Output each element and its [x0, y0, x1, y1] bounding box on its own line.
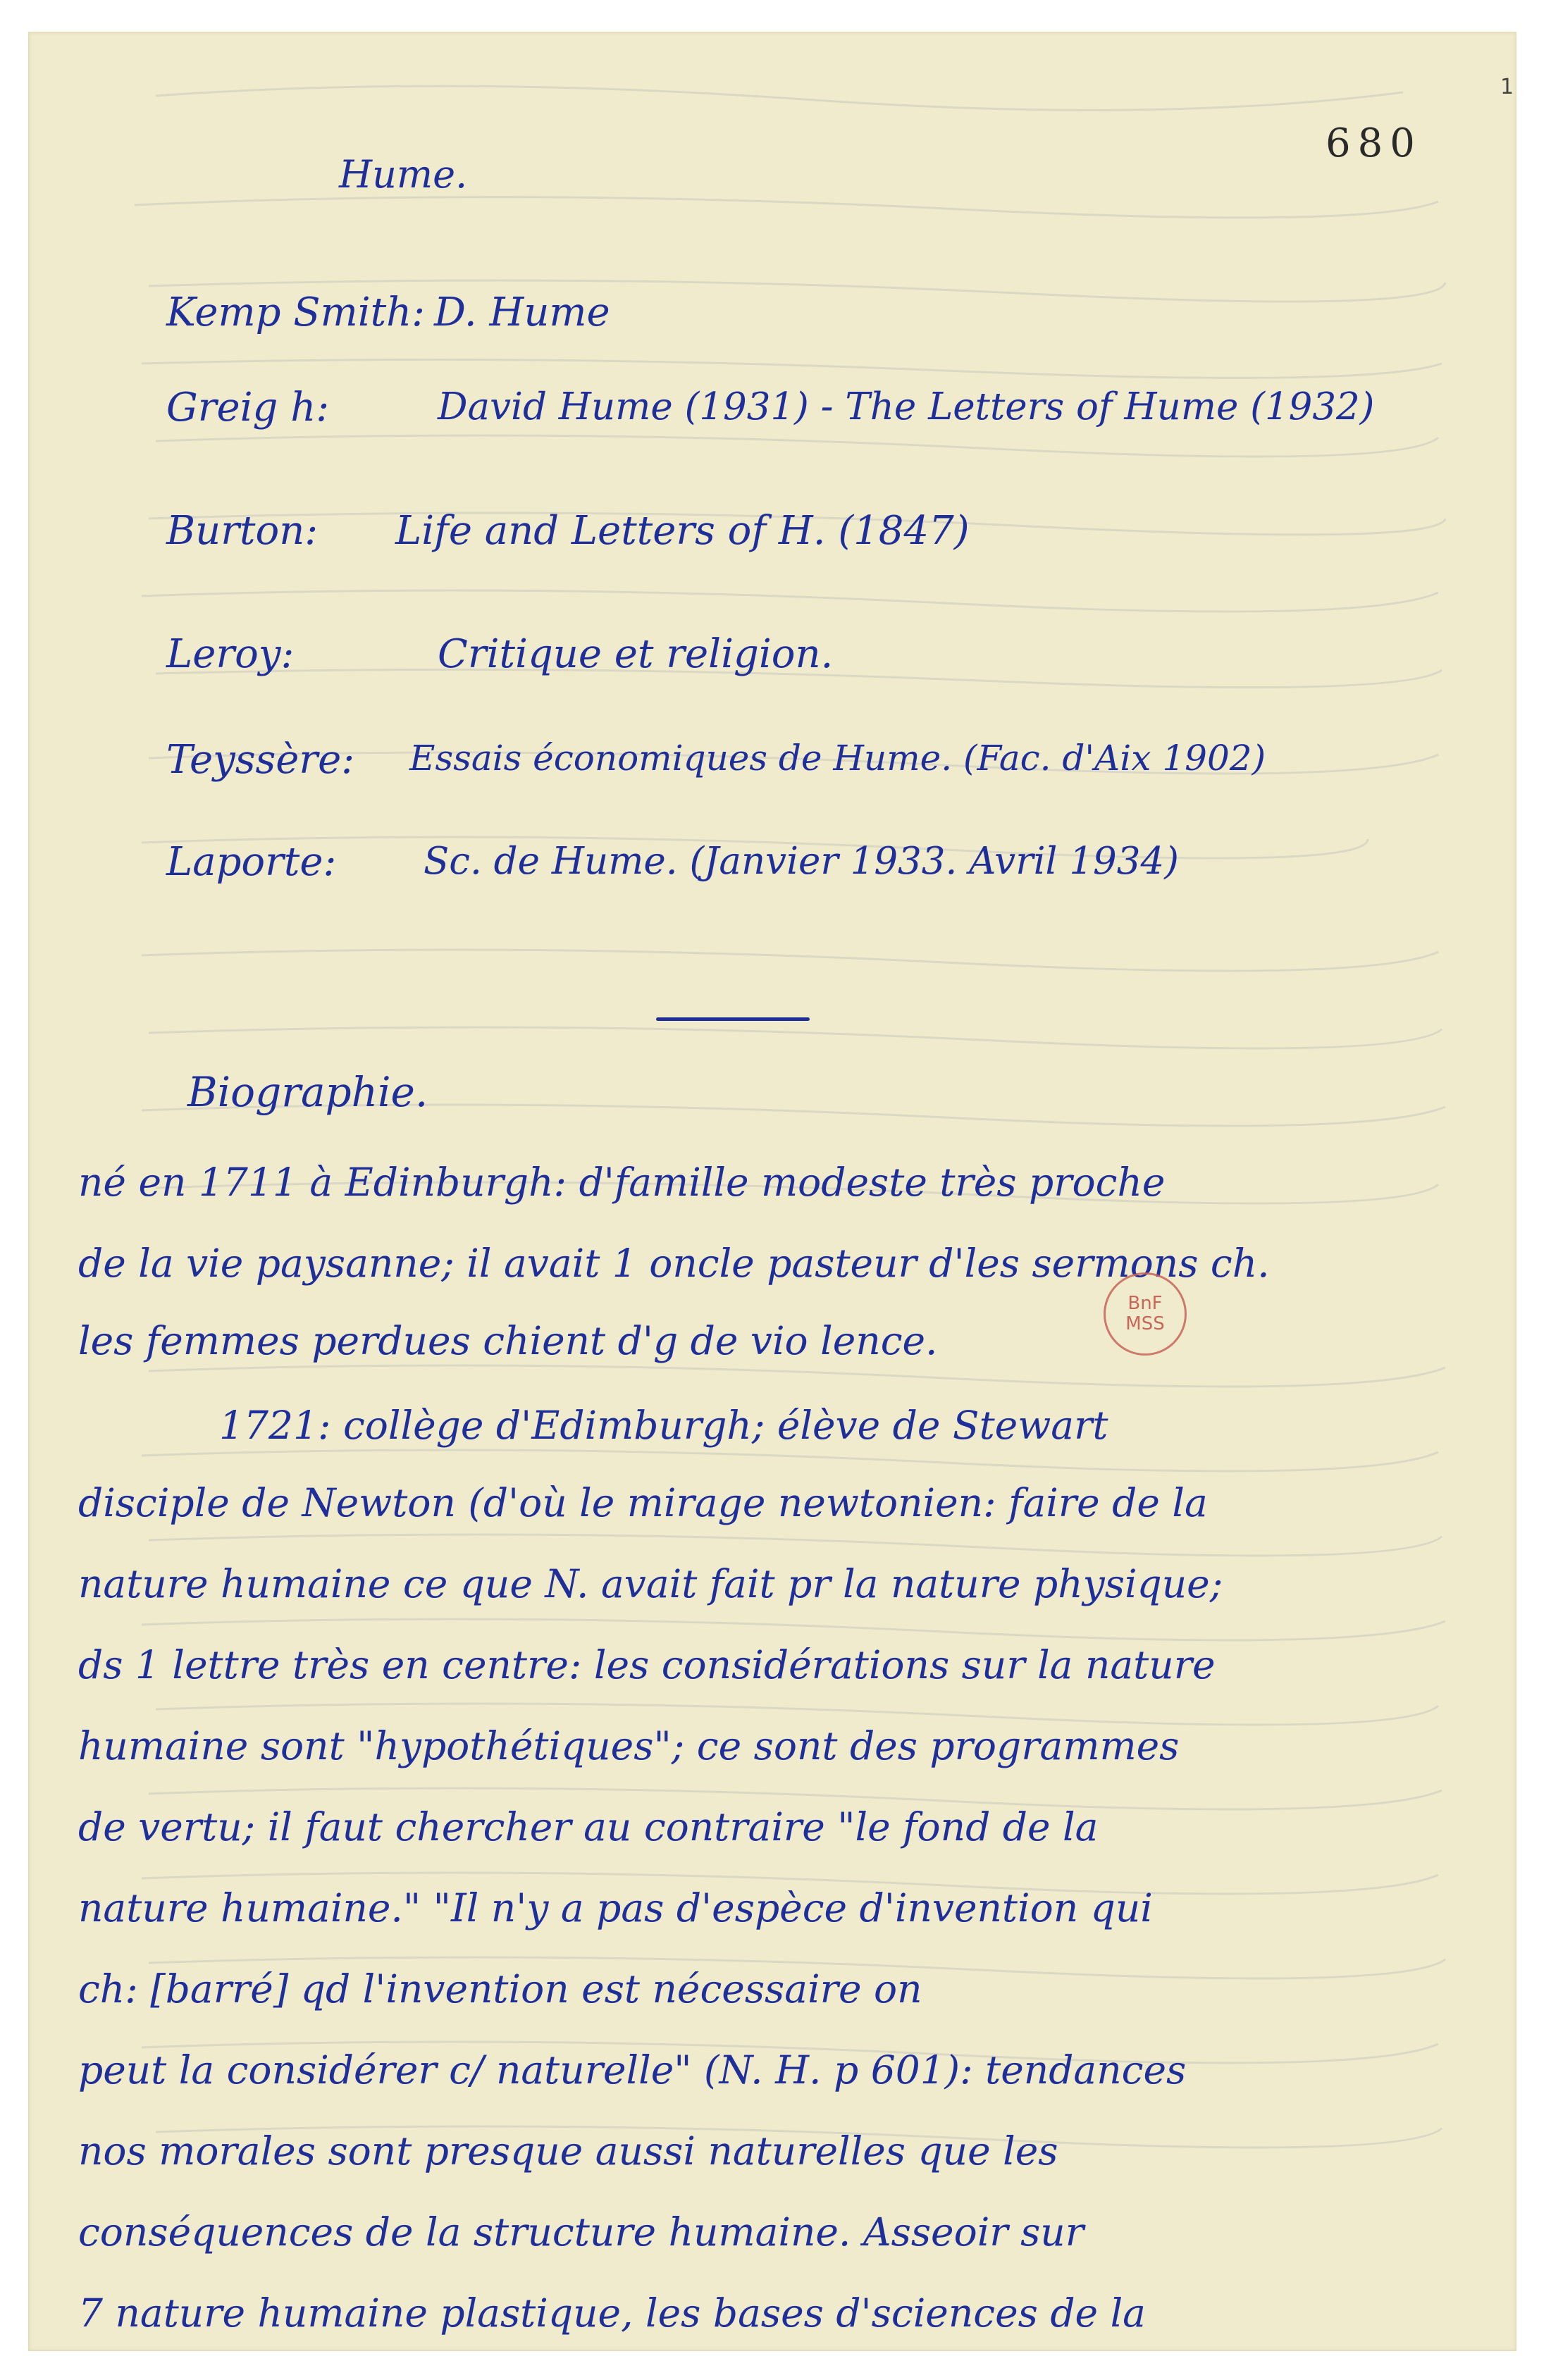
body-line: nos morales sont presque aussi naturelles que les: [78, 2128, 1058, 2174]
reference-author: Laporte:: [166, 839, 337, 885]
reference-work: Essais économiques de Hume. (Fac. d'Aix 1902): [409, 738, 1266, 779]
body-line: les femmes perdues chient d'g de vio lence.: [78, 1318, 938, 1363]
reference-work: Life and Letters of H. (1847): [395, 508, 970, 554]
corner-mark: 1: [1500, 75, 1514, 99]
body-line: de la vie paysanne; il avait 1 oncle pasteur d'les sermons ch.: [78, 1241, 1270, 1286]
page-title: Hume.: [339, 152, 468, 197]
reference-author: Burton:: [166, 508, 319, 554]
reference-work: D. Hume: [434, 290, 610, 335]
body-line: peut la considérer c/ naturelle" (N. H. p 601): tendances: [78, 2047, 1187, 2093]
stamp-line: MSS: [1125, 1313, 1165, 1334]
body-line: ds 1 lettre très en centre: les considérations sur la nature: [78, 1642, 1216, 1687]
body-line: de vertu; il faut chercher au contraire "le fond de la: [78, 1804, 1099, 1849]
reference-work: David Hume (1931) - The Letters of Hume (1932): [438, 385, 1375, 428]
body-line: nature humaine." "Il n'y a pas d'espèce d'invention qui: [78, 1885, 1153, 1930]
body-line: disciple de Newton (d'où le mirage newtonien: faire de la: [78, 1480, 1208, 1525]
body-line: nature humaine ce que N. avait fait pr la nature physique;: [78, 1561, 1223, 1606]
body-line: 1721: collège d'Edimburgh; élève de Stewart: [219, 1403, 1108, 1448]
body-line: ch: [barré] qd l'invention est nécessaire on: [78, 1966, 922, 2012]
folio-number: 680: [1326, 120, 1422, 166]
section-title: Biographie.: [187, 1068, 428, 1116]
body-line: 7 nature humaine plastique, les bases d'sciences de la: [78, 2291, 1146, 2336]
section-divider: [656, 1017, 810, 1021]
reference-author: Greig h:: [166, 385, 330, 430]
reference-work: Sc. de Hume. (Janvier 1933. Avril 1934): [424, 840, 1179, 883]
reference-work: Critique et religion.: [438, 631, 834, 677]
reference-author: Leroy:: [166, 631, 295, 677]
reference-author: Kemp Smith:: [166, 290, 426, 335]
body-line: conséquences de la structure humaine. Asseoir sur: [78, 2209, 1085, 2255]
library-stamp: [1104, 1272, 1187, 1356]
body-line: né en 1711 à Edinburgh: d'famille modeste très proche: [78, 1160, 1166, 1205]
body-line: humaine sont "hypothétiques"; ce sont des programmes: [78, 1723, 1180, 1768]
reference-author: Teyssère:: [166, 737, 355, 783]
stamp-line: BnF: [1127, 1293, 1163, 1315]
manuscript-page: [28, 32, 1516, 2351]
